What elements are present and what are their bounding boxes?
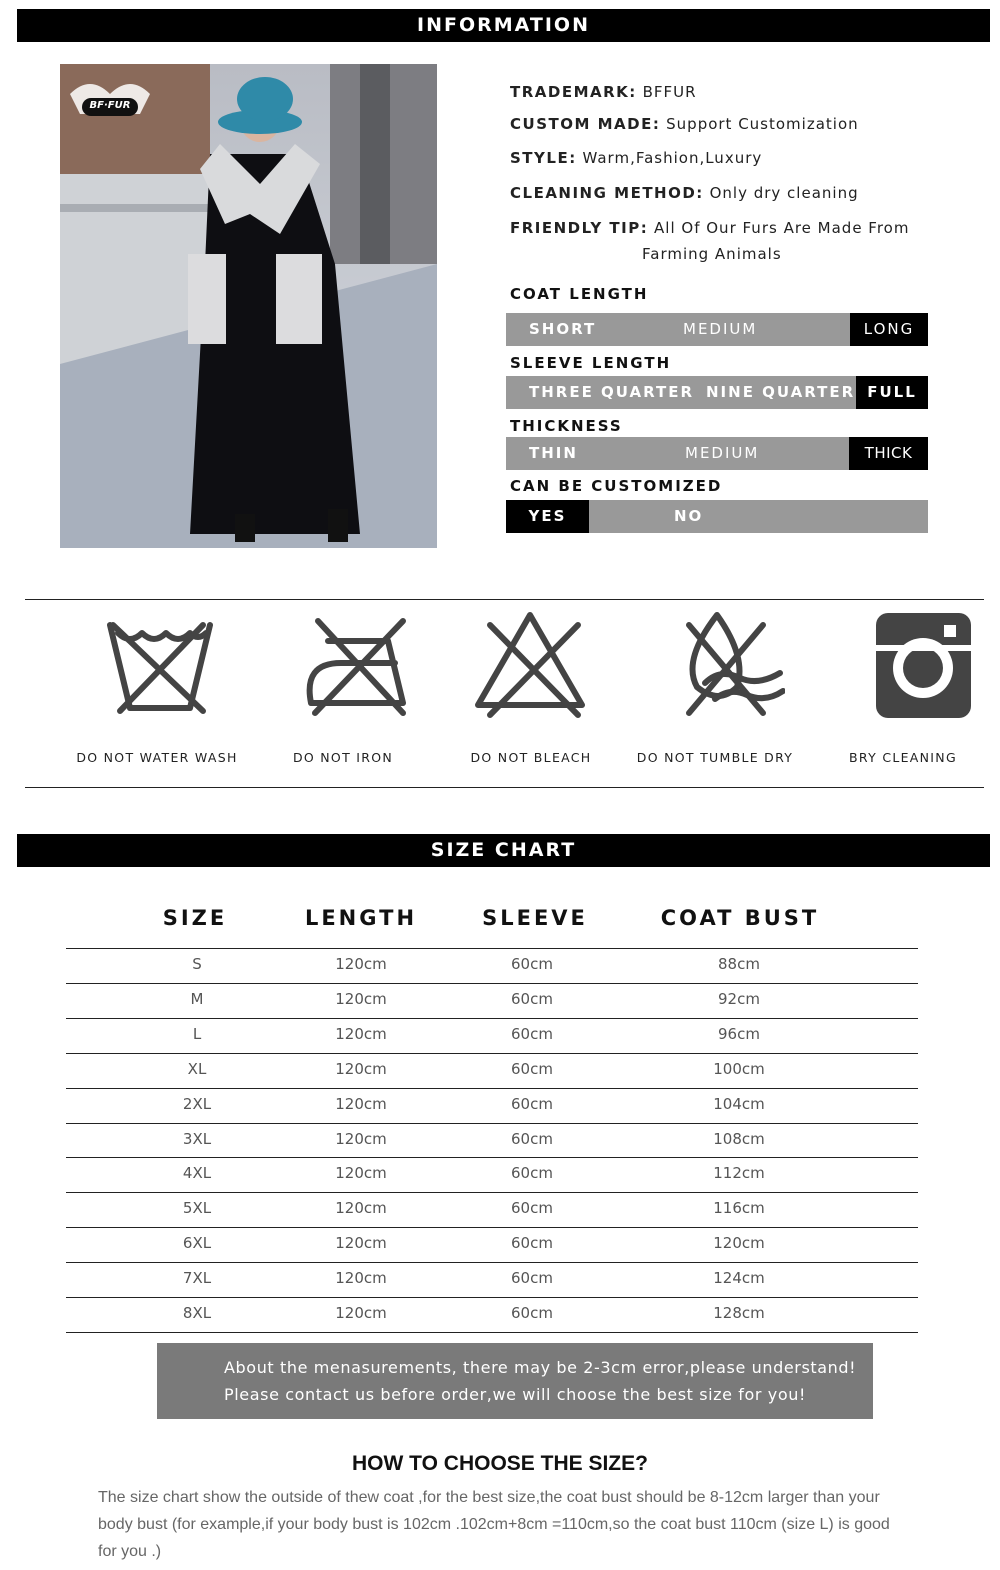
table-cell: 2XL (182, 1094, 212, 1113)
sleeve-length-three-quarter: THREE QUARTER (529, 383, 695, 401)
table-line (66, 1157, 918, 1158)
table-line (66, 1123, 918, 1124)
table-cell: 120cm (335, 989, 387, 1008)
coat-length-short: SHORT (529, 320, 597, 338)
table-cell: 112cm (713, 1164, 765, 1183)
table-cell: S (192, 955, 202, 973)
table-cell: 104cm (713, 1094, 765, 1113)
how-to-body: The size chart show the outside of thew coat ,for the best size,the coat bust should be 8-12cm larger than your body bust (for example,if your body bust is 102cm .102cm+8cm =110cm,so the coat bust 110cm (size L) is good for you .) (98, 1489, 890, 1560)
col-header-size: SIZE (162, 906, 228, 930)
care-label-iron: DO NOT IRON (292, 750, 394, 765)
do-not-water-wash-icon (65, 603, 245, 718)
do-not-tumble-dry-icon (625, 603, 805, 718)
table-cell: 60cm (511, 989, 553, 1008)
coat-length-bar (506, 313, 928, 346)
table-cell: 4XL (182, 1164, 212, 1183)
table-cell: 5XL (182, 1199, 212, 1218)
customized-label: CAN BE CUSTOMIZED (510, 477, 723, 495)
table-line (66, 1053, 918, 1054)
table-line (66, 1088, 918, 1089)
sleeve-length-label: SLEEVE LENGTH (510, 354, 672, 372)
care-bottom-rule (25, 787, 984, 788)
table-line (66, 1332, 918, 1333)
sleeve-length-bar (506, 376, 928, 409)
table-cell: 108cm (713, 1129, 765, 1148)
spec-friendly-tip: FRIENDLY TIP: All Of Our Furs Are Made From (510, 219, 910, 237)
spec-trademark: TRADEMARK: BFFUR (510, 83, 697, 101)
table-line (66, 1297, 918, 1298)
table-line (66, 1192, 918, 1193)
note-line-1: About the menasurements, there may be 2-3cm error,please understand! (224, 1358, 857, 1377)
do-not-iron-icon (253, 603, 433, 718)
col-header-coat-bust: COAT BUST (660, 906, 820, 930)
table-cell: M (190, 989, 204, 1008)
information-header: INFORMATION (17, 9, 990, 42)
table-cell: 120cm (335, 1199, 387, 1218)
coat-length-label: COAT LENGTH (510, 285, 649, 303)
thickness-label: THICKNESS (510, 417, 623, 435)
table-cell: 128cm (713, 1304, 765, 1322)
table-cell: 88cm (718, 955, 760, 973)
table-cell: XL (187, 1059, 207, 1078)
sleeve-length-nine-quarter: NINE QUARTER (706, 383, 856, 401)
spec-custom-made: CUSTOM MADE: Support Customization (510, 115, 859, 133)
care-label-bleach: DO NOT BLEACH (470, 750, 592, 765)
table-cell: 60cm (511, 1234, 553, 1253)
table-cell: 120cm (335, 1304, 387, 1322)
table-cell: 120cm (335, 1094, 387, 1113)
thickness-medium: MEDIUM (685, 444, 760, 462)
measurement-note (157, 1343, 873, 1419)
table-cell: 60cm (511, 955, 553, 973)
table-cell: 6XL (182, 1234, 212, 1253)
table-cell: 120cm (335, 1269, 387, 1288)
thickness-thin: THIN (529, 444, 578, 462)
care-label-tumble-dry: DO NOT TUMBLE DRY (636, 750, 794, 765)
table-cell: 60cm (511, 1269, 553, 1288)
table-cell: 60cm (511, 1164, 553, 1183)
table-cell: 120cm (713, 1234, 765, 1253)
table-cell: 96cm (718, 1024, 760, 1043)
dry-cleaning-icon (813, 603, 993, 718)
how-to-title: HOW TO CHOOSE THE SIZE? (352, 1452, 648, 1475)
spec-cleaning-method: CLEANING METHOD: Only dry cleaning (510, 184, 859, 202)
table-cell: 100cm (713, 1059, 765, 1078)
col-header-sleeve: SLEEVE (482, 906, 588, 930)
table-line (66, 1018, 918, 1019)
table-cell: 124cm (713, 1269, 765, 1288)
table-line (66, 948, 918, 949)
table-cell: 60cm (511, 1024, 553, 1043)
coat-length-medium: MEDIUM (683, 320, 758, 338)
table-cell: 116cm (713, 1199, 765, 1218)
table-cell: 120cm (335, 1059, 387, 1078)
table-cell: 92cm (718, 989, 760, 1008)
table-cell: 60cm (511, 1059, 553, 1078)
table-cell: 120cm (335, 955, 387, 973)
table-cell: 120cm (335, 1129, 387, 1148)
customized-no: NO (674, 507, 704, 525)
spec-style: STYLE: Warm,Fashion,Luxury (510, 149, 763, 167)
customized-yes: YES (506, 500, 589, 533)
coat-length-long: LONG (850, 313, 928, 346)
table-cell: 7XL (182, 1269, 212, 1288)
care-label-dry-cleaning: BRY CLEANING (849, 750, 957, 765)
note-line-2: Please contact us before order,we will choose the best size for you! (224, 1385, 807, 1404)
table-line (66, 1262, 918, 1263)
size-chart-header: SIZE CHART (17, 834, 990, 867)
table-cell: 120cm (335, 1024, 387, 1043)
care-top-rule (25, 599, 984, 600)
product-photo (60, 64, 437, 548)
thickness-thick: THICK (849, 437, 928, 470)
table-cell: 60cm (511, 1304, 553, 1322)
thickness-bar (506, 437, 928, 470)
col-header-length: LENGTH (304, 906, 418, 930)
brand-logo: BF·FUR (89, 100, 131, 111)
table-cell: 60cm (511, 1199, 553, 1218)
spec-friendly-tip-cont: Farming Animals (642, 245, 782, 263)
sleeve-length-full: FULL (856, 376, 928, 409)
customized-bar (506, 500, 928, 533)
care-label-water-wash: DO NOT WATER WASH (76, 750, 238, 765)
table-cell: 60cm (511, 1094, 553, 1113)
table-cell: 3XL (182, 1129, 212, 1148)
table-line (66, 1227, 918, 1228)
table-cell: L (192, 1024, 202, 1043)
table-cell: 120cm (335, 1164, 387, 1183)
table-cell: 60cm (511, 1129, 553, 1148)
table-cell: 8XL (182, 1304, 212, 1322)
table-line (66, 983, 918, 984)
do-not-bleach-icon (440, 603, 620, 718)
table-cell: 120cm (335, 1234, 387, 1253)
